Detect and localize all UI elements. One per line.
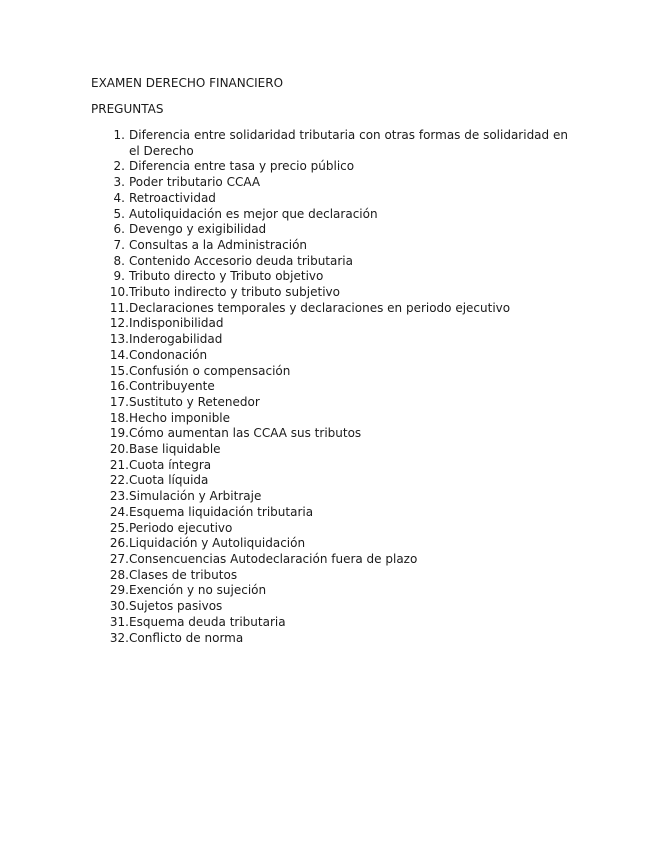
question-item bbox=[91, 175, 571, 191]
question-text: Cuota líquida bbox=[129, 473, 209, 488]
question-text: Devengo y exigibilidad bbox=[129, 222, 267, 237]
question-item bbox=[91, 426, 571, 442]
question-text: Tributo indirecto y tributo subjetivo bbox=[129, 285, 340, 300]
question-text: Exención y no sujeción bbox=[129, 583, 267, 598]
question-item bbox=[91, 191, 571, 207]
question-item bbox=[91, 395, 571, 411]
question-number: 30. bbox=[109, 599, 129, 614]
question-number: 31. bbox=[109, 614, 129, 629]
question-number: 10. bbox=[109, 285, 129, 300]
question-text: Sujetos pasivos bbox=[129, 599, 223, 614]
question-text: Declaraciones temporales y declaraciones en periodo ejecutivo bbox=[129, 300, 511, 315]
question-item bbox=[91, 552, 571, 568]
question-number: 9. bbox=[113, 269, 125, 284]
question-text: Clases de tributos bbox=[129, 567, 238, 582]
question-item bbox=[91, 521, 571, 537]
question-text: Diferencia entre solidaridad tributaria con otras formas de solidaridad en el Derecho bbox=[129, 128, 568, 158]
question-text: Conflicto de norma bbox=[129, 630, 244, 645]
question-text: Esquema deuda tributaria bbox=[129, 614, 286, 629]
question-number: 14. bbox=[109, 347, 129, 362]
question-item bbox=[91, 583, 571, 599]
question-number: 12. bbox=[109, 316, 129, 331]
question-number: 5. bbox=[113, 206, 125, 221]
question-number: 15. bbox=[109, 363, 129, 378]
question-number: 2. bbox=[113, 159, 125, 174]
question-text: Diferencia entre tasa y precio público bbox=[129, 159, 355, 174]
question-text: Inderogabilidad bbox=[129, 332, 223, 347]
question-item bbox=[91, 348, 571, 364]
question-item bbox=[91, 505, 571, 521]
question-number: 3. bbox=[113, 175, 125, 190]
question-number: 11. bbox=[109, 300, 129, 315]
question-text: Retroactividad bbox=[129, 190, 216, 205]
question-text: Consultas a la Administración bbox=[129, 237, 308, 252]
question-number: 27. bbox=[109, 551, 129, 566]
question-number: 22. bbox=[109, 473, 129, 488]
question-item bbox=[91, 536, 571, 552]
question-number: 19. bbox=[109, 426, 129, 441]
question-text: Condonación bbox=[129, 347, 208, 362]
question-item bbox=[91, 599, 571, 615]
question-number: 7. bbox=[113, 237, 125, 252]
question-number: 24. bbox=[109, 504, 129, 519]
question-number: 26. bbox=[109, 536, 129, 551]
section-label: PREGUNTAS bbox=[91, 102, 164, 116]
question-number: 4. bbox=[113, 190, 125, 205]
question-number: 32. bbox=[109, 630, 129, 645]
question-item bbox=[91, 458, 571, 474]
question-text: Consencuencias Autodeclaración fuera de plazo bbox=[129, 551, 418, 566]
question-item bbox=[91, 254, 571, 270]
question-text: Poder tributario CCAA bbox=[129, 175, 261, 190]
question-item bbox=[91, 316, 571, 332]
question-number: 8. bbox=[113, 253, 125, 268]
question-number: 1. bbox=[113, 128, 125, 142]
question-text: Cuota íntegra bbox=[129, 457, 212, 472]
question-text: Liquidación y Autoliquidación bbox=[129, 536, 306, 551]
question-item bbox=[91, 473, 571, 489]
question-text: Esquema liquidación tributaria bbox=[129, 504, 314, 519]
question-item bbox=[91, 269, 571, 285]
question-item bbox=[91, 332, 571, 348]
question-text: Periodo ejecutivo bbox=[129, 520, 233, 535]
question-item bbox=[91, 159, 571, 175]
question-item bbox=[91, 222, 571, 238]
question-number: 20. bbox=[109, 442, 129, 457]
question-number: 28. bbox=[109, 567, 129, 582]
question-item bbox=[91, 285, 571, 301]
question-number: 29. bbox=[109, 583, 129, 598]
question-number: 16. bbox=[109, 379, 129, 394]
question-text: Simulación y Arbitraje bbox=[129, 489, 262, 504]
question-item bbox=[91, 411, 571, 427]
question-text: Contenido Accesorio deuda tributaria bbox=[129, 253, 353, 268]
question-text: Confusión o compensación bbox=[129, 363, 291, 378]
question-item bbox=[91, 379, 571, 395]
document-title: EXAMEN DERECHO FINANCIERO bbox=[91, 76, 284, 90]
question-item bbox=[91, 489, 571, 505]
question-item bbox=[91, 615, 571, 631]
question-number: 18. bbox=[109, 410, 129, 425]
question-number: 25. bbox=[109, 520, 129, 535]
question-number: 6. bbox=[113, 222, 125, 237]
question-item bbox=[91, 238, 571, 254]
question-text: Autoliquidación es mejor que declaración bbox=[129, 206, 378, 221]
question-text: Contribuyente bbox=[129, 379, 215, 394]
question-text: Sustituto y Retenedor bbox=[129, 394, 260, 409]
question-text: Hecho imponible bbox=[129, 410, 231, 425]
question-list bbox=[91, 128, 571, 646]
question-item bbox=[91, 128, 571, 159]
question-item bbox=[91, 301, 571, 317]
question-text: Base liquidable bbox=[129, 442, 221, 457]
question-number: 23. bbox=[109, 489, 129, 504]
question-number: 13. bbox=[109, 332, 129, 347]
question-text: Cómo aumentan las CCAA sus tributos bbox=[129, 426, 362, 441]
question-number: 17. bbox=[109, 394, 129, 409]
question-item bbox=[91, 631, 571, 647]
question-text: Indisponibilidad bbox=[129, 316, 224, 331]
question-item bbox=[91, 207, 571, 223]
question-item bbox=[91, 568, 571, 584]
question-item bbox=[91, 364, 571, 380]
question-number: 21. bbox=[109, 457, 129, 472]
question-item bbox=[91, 442, 571, 458]
question-text: Tributo directo y Tributo objetivo bbox=[129, 269, 324, 284]
